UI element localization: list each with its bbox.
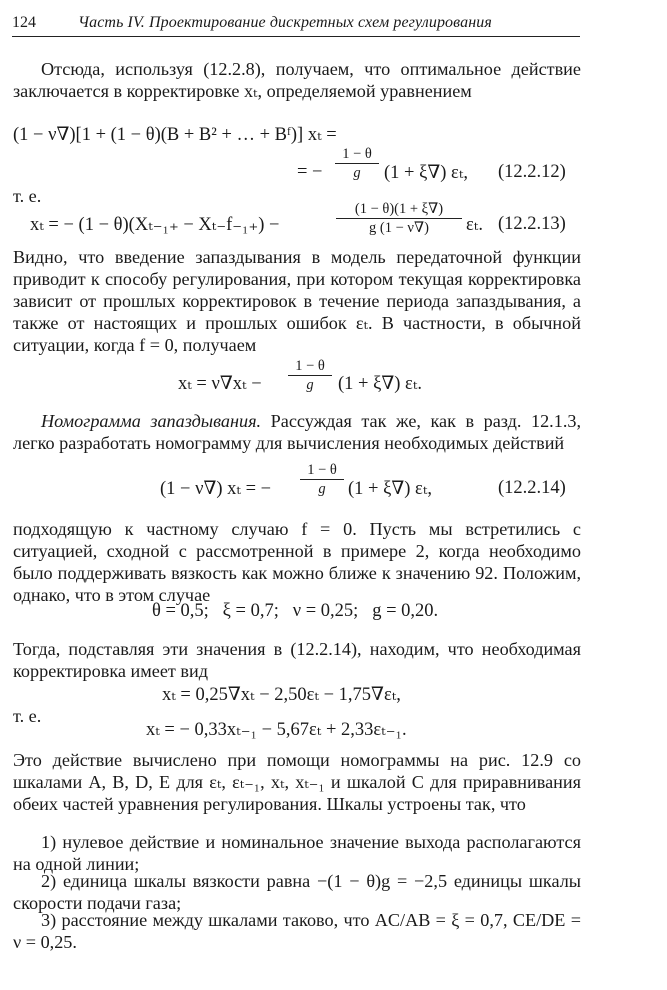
fraction-numerator: 1 − θ: [288, 358, 332, 376]
te-label-1: т. е.: [13, 186, 42, 206]
equation-12-2-12-prefix: = −: [297, 162, 323, 182]
nomogram-heading: Номограмма запаздывания.: [41, 411, 262, 431]
equation-12-2-14-prefix: (1 − ν∇) xₜ = −: [160, 479, 272, 499]
paragraph-3: [13, 410, 581, 454]
equation-number-12-2-14: (12.2.14): [498, 478, 566, 498]
equation-number-12-2-13: (12.2.13): [498, 214, 566, 234]
fraction-denominator: g: [318, 481, 326, 497]
paragraph-5: Тогда, подставляя эти значения в (12.2.14), находим, что необходимая корректировка имеет вид: [13, 639, 581, 681]
fraction-denominator: g: [306, 377, 314, 393]
paragraph-6: Это действие вычислено при помощи номограммы на рис. 12.9 со шкалами A, B, D, E для εₜ, εₜ₋₁, xₜ, xₜ₋₁ и шкалой C для приравнивания обеих частей уравнения регулирования. Шкалы устроены так, что: [13, 750, 581, 814]
fraction-denominator: g: [353, 165, 361, 181]
list-item-2: 2) единица шкалы вязкости равна −(1 − θ)g = −2,5 единицы шкалы скорости подачи газа;: [13, 871, 581, 913]
equation-unnumbered-1-prefix: xₜ = ν∇xₜ −: [178, 374, 262, 394]
paragraph-4: подходящую к частному случаю f = 0. Пусть мы встретились с ситуацией, сходной с рассмотренной в примере 2, когда необходимо было поддерживать вязкость как можно ближе к значению 92. Положим, однако, что в этом случае: [13, 519, 581, 605]
equation-12-2-13-suffix: εₜ.: [466, 215, 483, 235]
fraction-unnumbered-1: [288, 358, 332, 394]
equation-unnumbered-2: xₜ = 0,25∇xₜ − 2,50εₜ − 1,75∇εₜ,: [162, 685, 401, 705]
equation-12-2-12-line1: (1 − ν∇)[1 + (1 − θ)(B + B² + … + Bᶠ)] xₜ =: [13, 125, 337, 145]
paragraph-1: Отсюда, используя (12.2.8), получаем, что оптимальное действие заключается в корректировке xₜ, определяемой уравнением: [13, 59, 581, 101]
fraction-denominator: g (1 − ν∇): [369, 220, 429, 236]
equation-12-2-13-prefix: xₜ = − (1 − θ)(Xₜ₋₁₊ − Xₜ₋f₋₁₊) −: [30, 215, 280, 235]
paragraph-3-text: Рассуждая так же, как в разд. 12.1.3, легко разработать номограмму для вычисления необходимых действий: [13, 411, 582, 453]
fraction-numerator: 1 − θ: [335, 146, 379, 164]
list-item-1: 1) нулевое действие и номинальное значение выхода располагаются на одной линии;: [13, 832, 581, 874]
equation-number-12-2-12: (12.2.12): [498, 162, 566, 182]
fraction-12-2-12: [335, 146, 379, 182]
fraction-numerator: (1 − θ)(1 + ξ∇): [336, 201, 462, 219]
running-title: Часть IV. Проектирование дискретных схем регулирования: [78, 14, 492, 31]
paragraph-2: Видно, что введение запаздывания в модель передаточной функции приводит к способу регулирования, при котором текущая корректировка зависит от прошлых корректировок в течение периода запаздывания, а также от настоящих и прошлых ошибок εₜ. В частности, в обычной ситуации, когда f = 0, получаем: [13, 247, 581, 355]
equation-12-2-12-suffix: (1 + ξ∇) εₜ,: [384, 163, 468, 183]
fraction-12-2-13: [336, 201, 462, 237]
fraction-12-2-14: [300, 462, 344, 498]
te-label-2: т. е.: [13, 706, 42, 726]
list-item-3: 3) расстояние между шкалами таково, что AC/AB = ξ = 0,7, CE/DE = ν = 0,25.: [13, 910, 581, 952]
equation-12-2-14-suffix: (1 + ξ∇) εₜ,: [348, 479, 432, 499]
fraction-numerator: 1 − θ: [300, 462, 344, 480]
page-number: 124: [12, 14, 36, 31]
running-header: [12, 10, 580, 37]
parameter-values: θ = 0,5; ξ = 0,7; ν = 0,25; g = 0,20.: [152, 601, 439, 621]
equation-unnumbered-1-suffix: (1 + ξ∇) εₜ.: [338, 374, 422, 394]
equation-unnumbered-3: xₜ = − 0,33xₜ₋₁ − 5,67εₜ + 2,33εₜ₋₁.: [146, 720, 407, 740]
